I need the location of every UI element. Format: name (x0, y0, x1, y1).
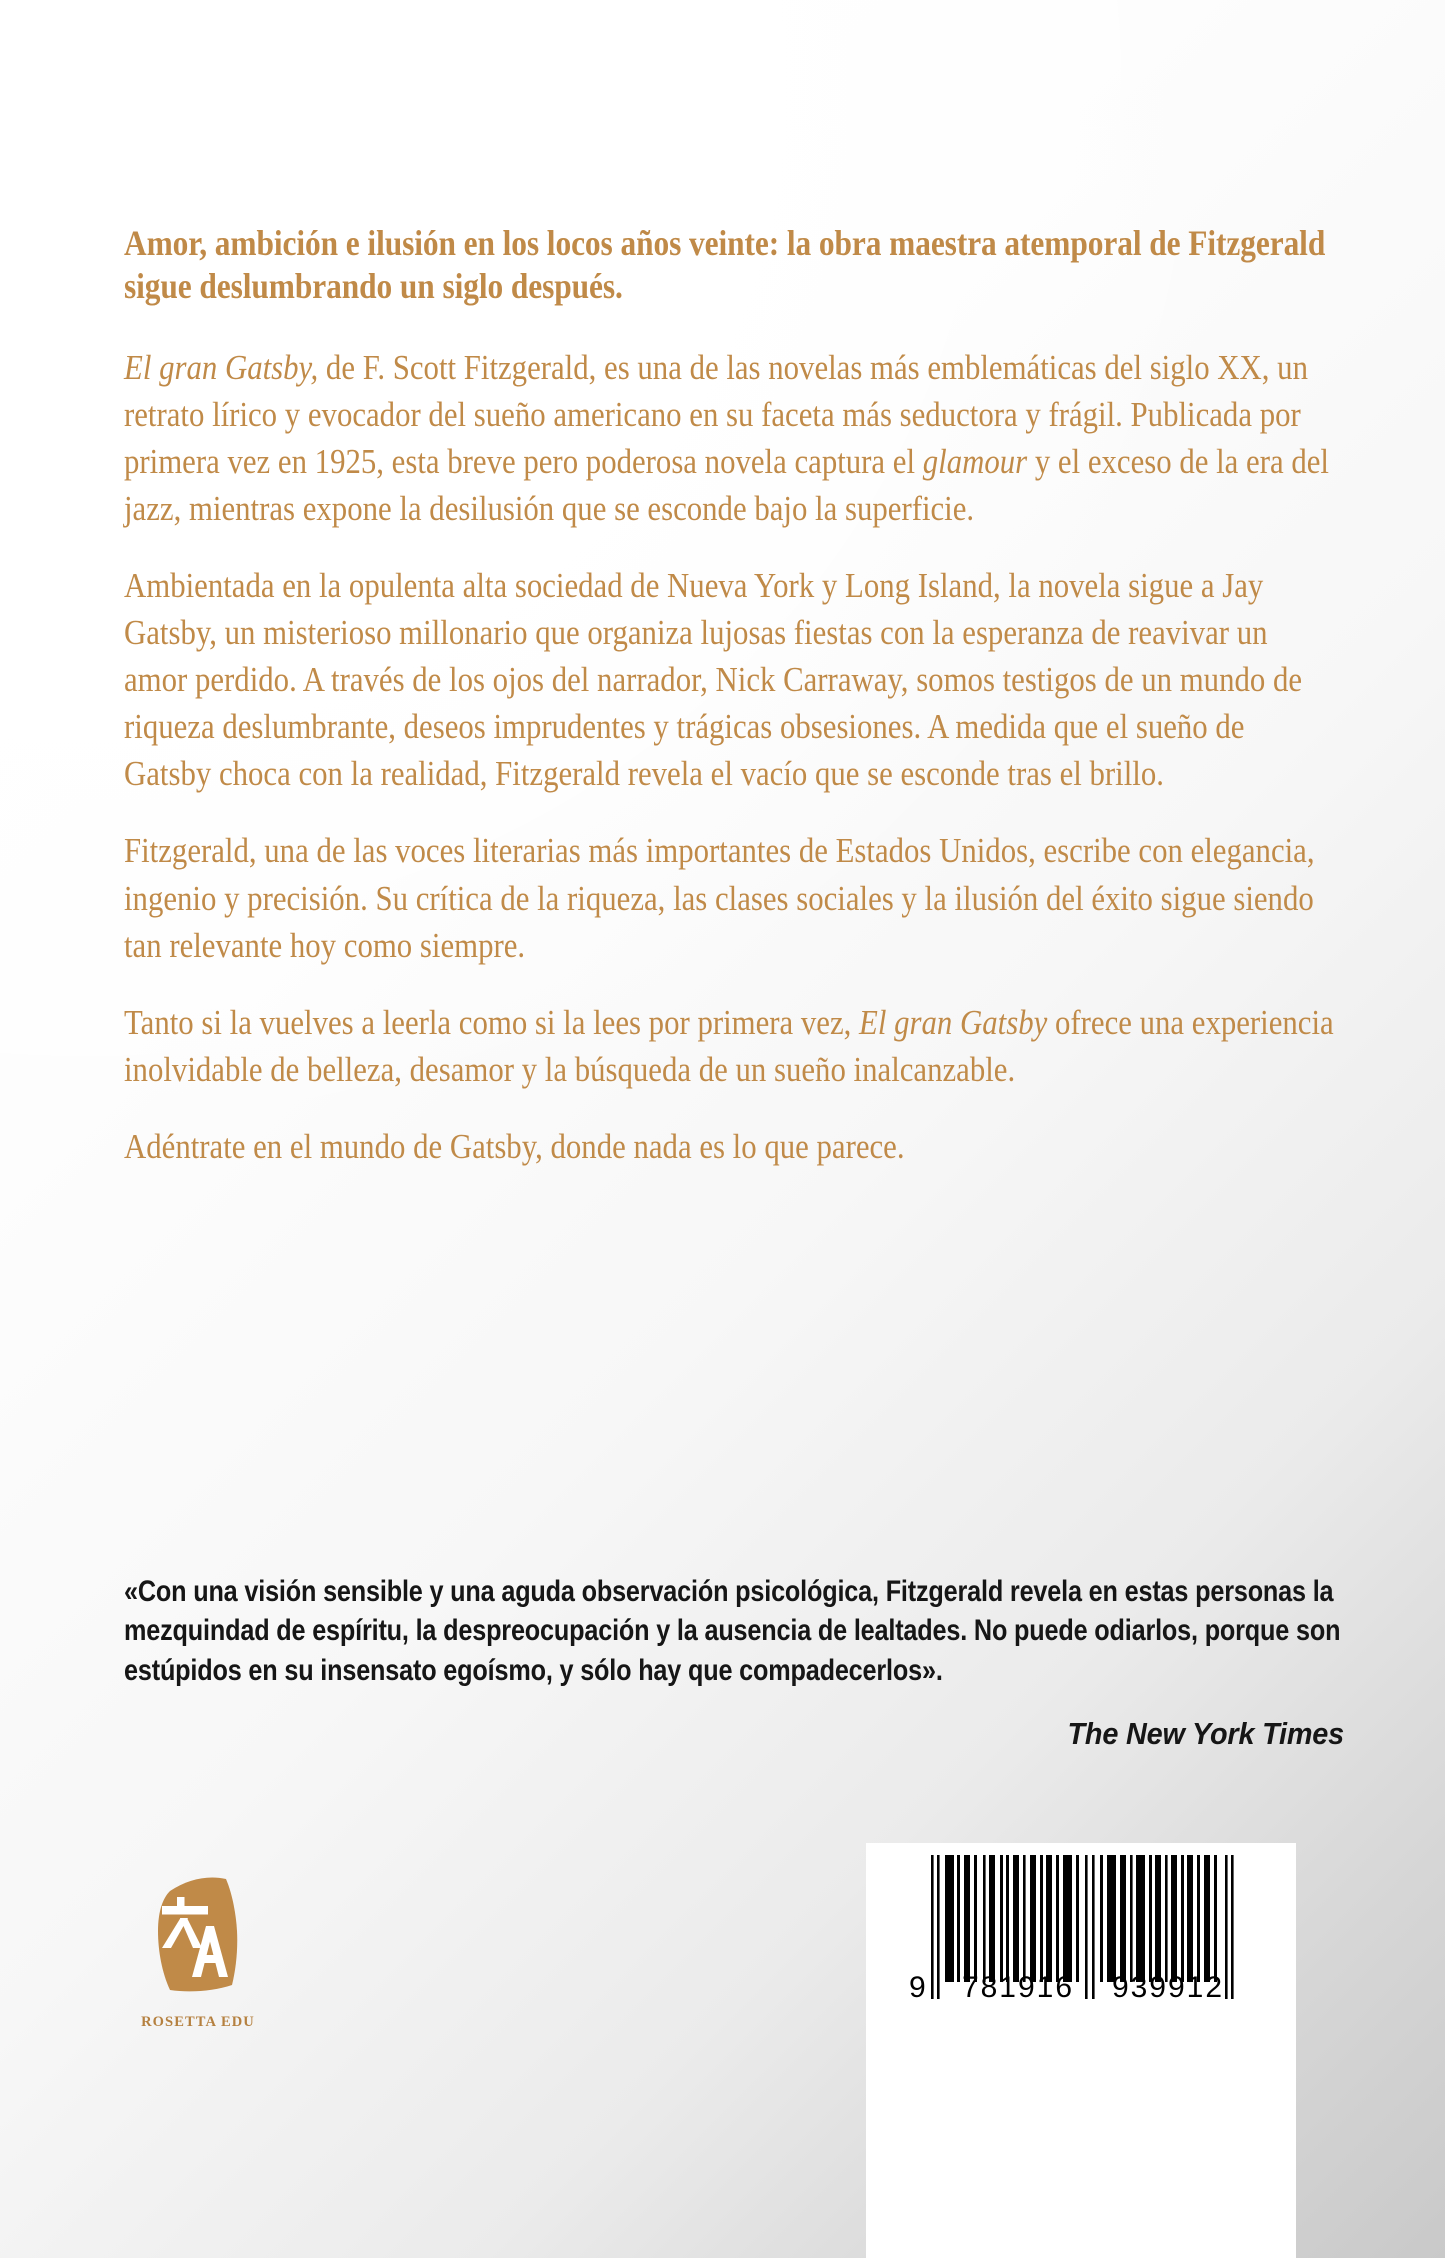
blurb-section (124, 222, 1339, 1170)
review-quote-text: «Con una visión sensible y una aguda observación psicológica, Fitzgerald revela en estas personas la mezquindad de espíritu, la despreocupación y la ausencia de lealtades. No puede odiarlos, porque son estúpidos en su insensato egoísmo, y sólo hay que compadecerlos». (124, 1575, 1341, 1687)
barcode-inner (907, 1855, 1255, 2005)
review-quote-source: The New York Times (1067, 1716, 1344, 1752)
barcode-left-group: 781916 (961, 1971, 1075, 2004)
blurb-paragraph-1: El gran Gatsby, de F. Scott Fitzgerald, es una de las novelas más emblemáticas del siglo XX, un retrato lírico y evocador del sueño americano en su faceta más seductora y frágil. Publicada por primera vez en 1925, esta breve pero poderosa novela captura el glamour y el exceso de la era del jazz, mientras expone la desilusión que se esconde bajo la superficie. (124, 347, 1329, 529)
blurb-paragraph-4: Tanto si la vuelves a leerla como si la lees por primera vez, El gran Gatsby ofrece una experiencia inolvidable de belleza, desamor y la búsqueda de un sueño inalcanzable. (124, 1002, 1334, 1089)
isbn-barcode (866, 1843, 1296, 2258)
barcode-lead-digit: 9 (909, 1971, 928, 2004)
review-quote-block (124, 1572, 1344, 1752)
barcode-right-group: 939912 (1111, 1971, 1225, 2004)
blurb-paragraph-3: Fitzgerald, una de las voces literarias más importantes de Estados Unidos, escribe con elegancia, ingenio y precisión. Su crítica de la riqueza, las clases sociales y la ilusión del éxito sigue siendo tan relevante hoy como siempre. (124, 831, 1315, 965)
publisher-logo (134, 1873, 294, 2031)
barcode-number (907, 1971, 1255, 2005)
blurb-paragraph-5: Adéntrate en el mundo de Gatsby, donde nada es lo que parece. (124, 1126, 905, 1166)
blurb-paragraph-2: Ambientada en la opulenta alta sociedad de Nueva York y Long Island, la novela sigue a Jay Gatsby, un misterioso millonario que organiza lujosas fiestas con la esperanza de reavivar un amor perdido. A través de los ojos del narrador, Nick Carraway, somos testigos de un mundo de riqueza deslumbrante, deseos imprudentes y trágicas obsesiones. A medida que el sueño de Gatsby choca con la realidad, Fitzgerald revela el vacío que se esconde tras el brillo. (124, 566, 1303, 794)
rosetta-stone-icon (140, 1873, 257, 2005)
blurb-headline: Amor, ambición e ilusión en los locos años veinte: la obra maestra atemporal de Fitzgerald sigue deslumbrando un siglo después. (124, 223, 1326, 306)
publisher-name: ROSETTA EDU (141, 2014, 255, 2030)
